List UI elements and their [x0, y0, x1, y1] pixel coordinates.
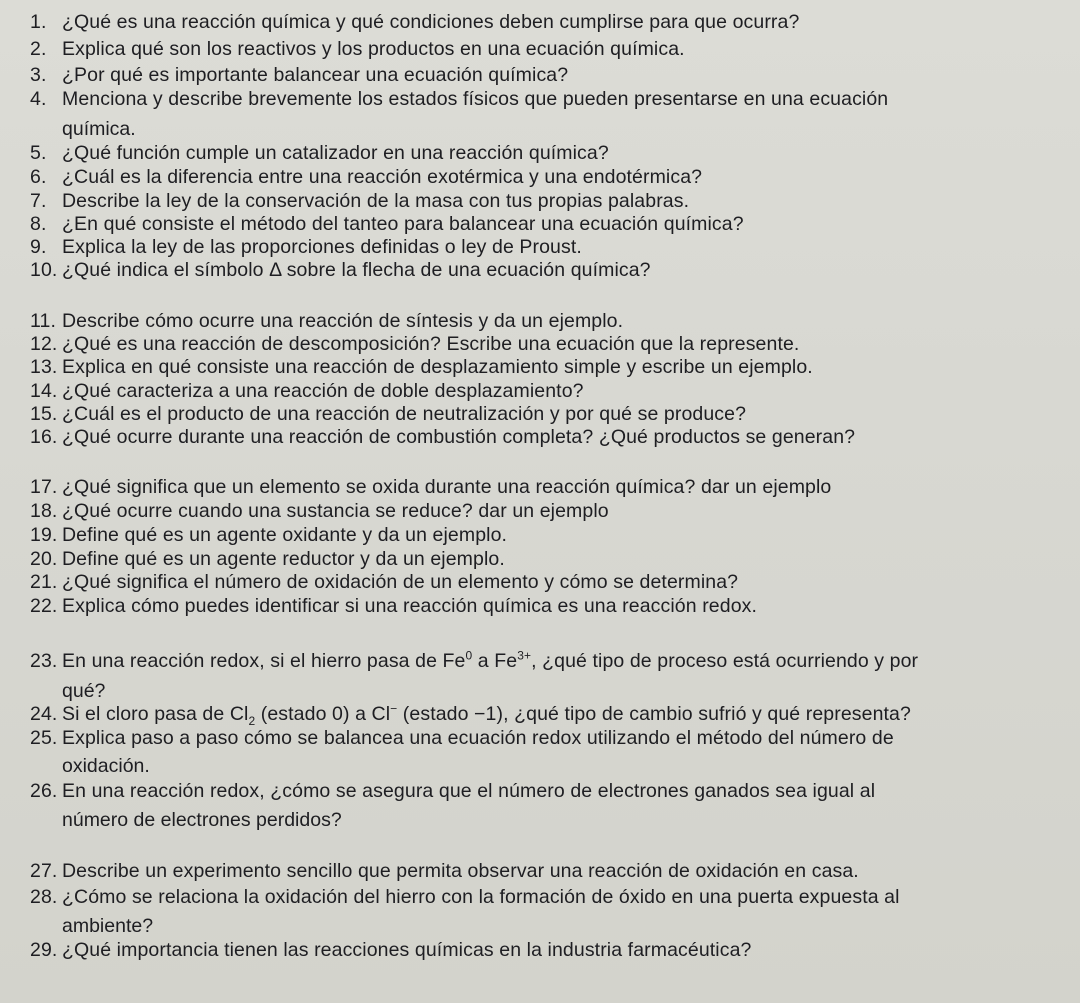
question-28-continuation: ambiente? [62, 915, 154, 937]
question-26: 26. En una reacción redox, ¿cómo se asegura que el número de electrones ganados sea igual al [30, 780, 876, 802]
question-23-continuation: qué? [62, 680, 106, 702]
question-9: 9. Explica la ley de las proporciones definidas o ley de Proust. [30, 236, 582, 258]
question-17: 17. ¿Qué significa que un elemento se oxida durante una reacción química? dar un ejemplo [30, 476, 832, 498]
question-12: 12. ¿Qué es una reacción de descomposición? Escribe una ecuación que la represente. [30, 333, 800, 355]
question-11: 11. Describe cómo ocurre una reacción de síntesis y da un ejemplo. [30, 310, 624, 332]
question-18: 18. ¿Qué ocurre cuando una sustancia se reduce? dar un ejemplo [30, 500, 609, 522]
question-20: 20. Define qué es un agente reductor y da un ejemplo. [30, 548, 505, 570]
question-25-continuation: oxidación. [62, 755, 150, 777]
question-7: 7. Describe la ley de la conservación de la masa con tus propias palabras. [30, 190, 690, 212]
question-10: 10. ¿Qué indica el símbolo Δ sobre la flecha de una ecuación química? [30, 259, 651, 281]
question-4-continuation: química. [62, 118, 136, 140]
question-5: 5. ¿Qué función cumple un catalizador en una reacción química? [30, 142, 609, 164]
question-14: 14. ¿Qué caracteriza a una reacción de doble desplazamiento? [30, 380, 584, 402]
question-4: 4. Menciona y describe brevemente los estados físicos que pueden presentarse en una ecuación [30, 88, 889, 110]
question-28: 28. ¿Cómo se relaciona la oxidación del hierro con la formación de óxido en una puerta expuesta al [30, 886, 900, 908]
question-24: 24. Si el cloro pasa de $Cl_2$ (estado 0) a Cl− (estado −1), ¿qué tipo de cambio sufrió y qué representa? [30, 701, 911, 728]
question-15: 15. ¿Cuál es el producto de una reacción de neutralización y por qué se produce? [30, 403, 747, 425]
question-29: 29. ¿Qué importancia tienen las reacciones químicas en la industria farmacéutica? [30, 939, 752, 961]
question-23: 23. En una reacción redox, si el hierro pasa de Fe$^0$ a $Fe^{3+}$, ¿qué tipo de proceso está ocurriendo y por [30, 648, 919, 672]
question-27: 27. Describe un experimento sencillo que permita observar una reacción de oxidación en casa. [30, 860, 859, 882]
question-19: 19. Define qué es un agente oxidante y da un ejemplo. [30, 524, 508, 546]
question-6: 6. ¿Cuál es la diferencia entre una reacción exotérmica y una endotérmica? [30, 166, 703, 188]
question-22: 22. Explica cómo puedes identificar si una reacción química es una reacción redox. [30, 595, 758, 617]
question-2: 2. Explica qué son los reactivos y los productos en una ecuación química. [30, 38, 685, 60]
question-1: 1. ¿Qué es una reacción química y qué condiciones deben cumplirse para que ocurra? [30, 11, 800, 33]
question-25: 25. Explica paso a paso cómo se balancea una ecuación redox utilizando el método del número de [30, 727, 894, 749]
question-26-continuation: número de electrones perdidos? [62, 809, 342, 831]
question-8: 8. ¿En qué consiste el método del tanteo para balancear una ecuación química? [30, 213, 744, 235]
question-13: 13. Explica en qué consiste una reacción de desplazamiento simple y escribe un ejemplo. [30, 356, 813, 378]
question-21: 21. ¿Qué significa el número de oxidación de un elemento y cómo se determina? [30, 571, 739, 593]
question-3: 3. ¿Por qué es importante balancear una ecuación química? [30, 64, 569, 86]
question-16: 16. ¿Qué ocurre durante una reacción de combustión completa? ¿Qué productos se generan? [30, 426, 856, 448]
